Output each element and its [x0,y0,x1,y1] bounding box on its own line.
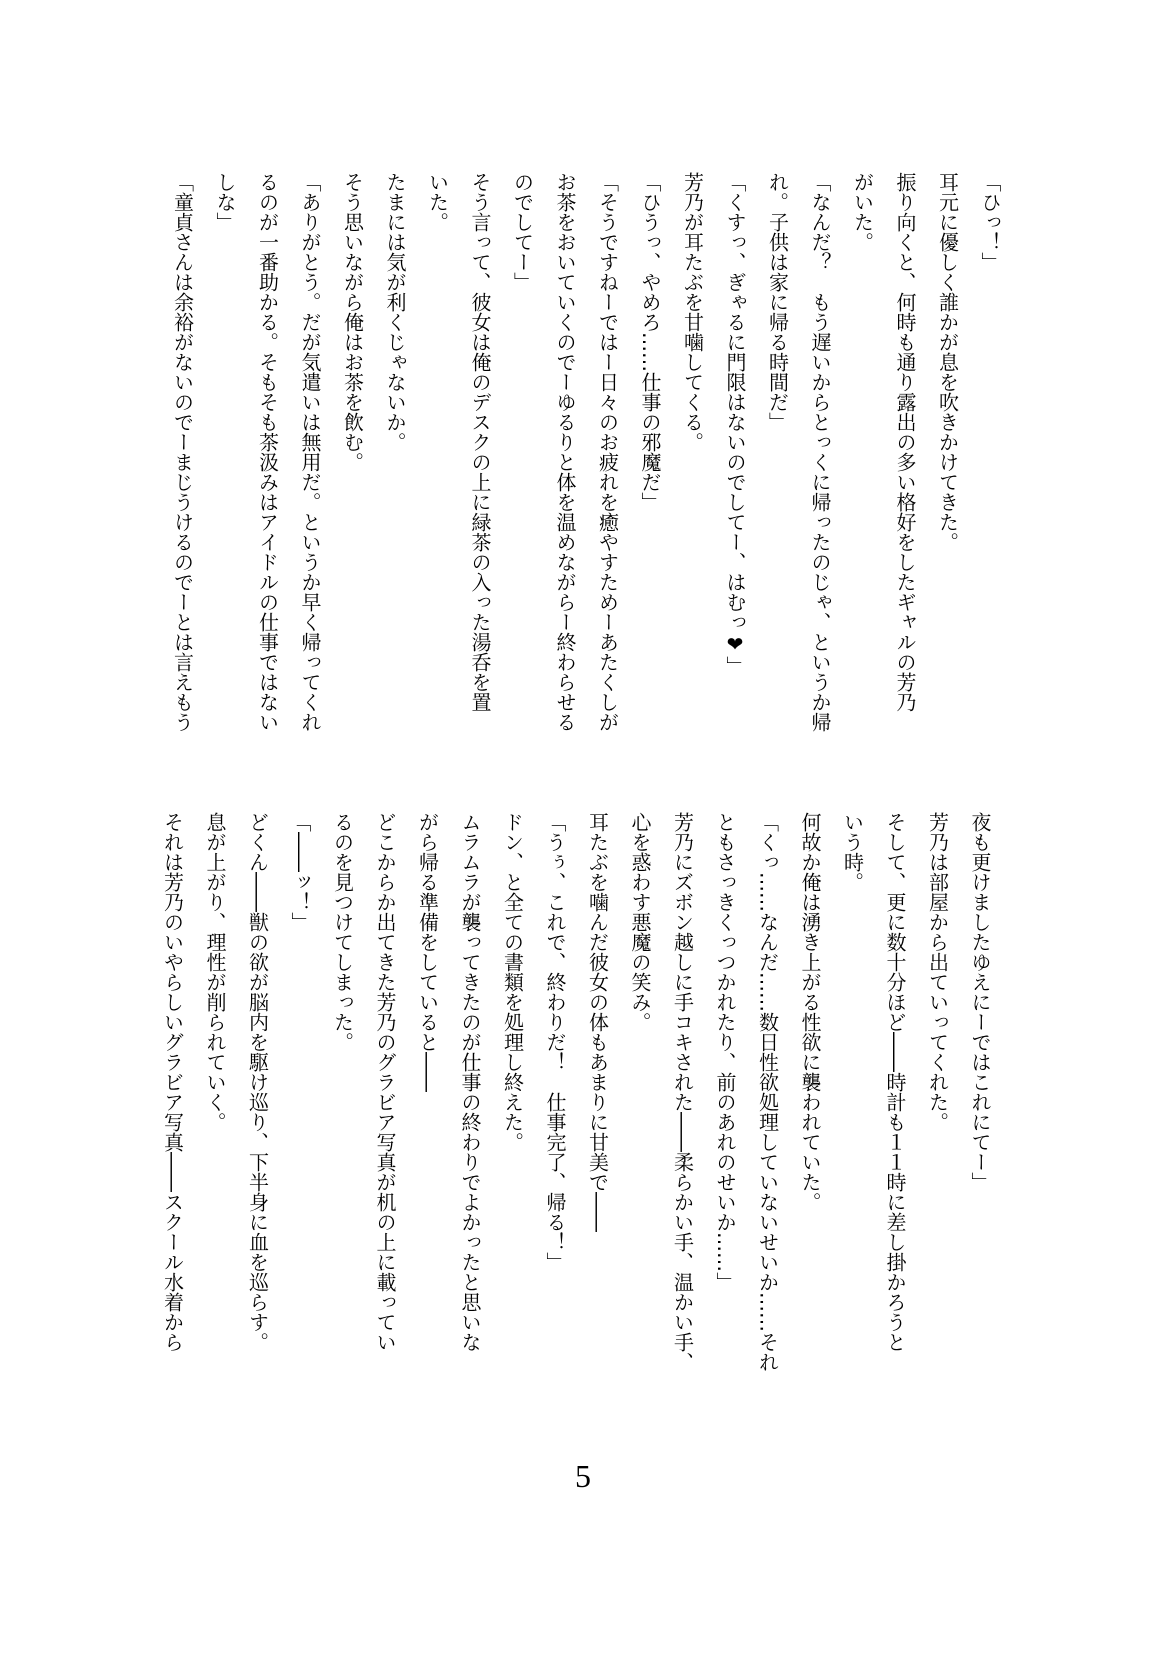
text-column: どこからか出てきた芳乃のグラビア写真が机の上に載ってい [373,812,397,1352]
text-column: 「なんだ？ もう遅いからとっくに帰ったのじゃ、というか帰 [808,172,832,732]
text-column: 「童貞さんは余裕がないのでーまじうけるのでーとは言えもう [170,172,195,732]
text-column: るのを見つけてしまった。 [330,812,355,1052]
text-column: 芳乃にズボン越しに手コキされた――柔らかい手、温かい手、 [670,812,695,1372]
text-column: 「そうですねーではー日々のお疲れを癒やすためーあたくしが [595,172,620,732]
text-column: 「ありがとう。だが気遣いは無用だ。というか早く帰ってくれ [298,172,322,732]
text-column: 「くすっ、ぎゃるに門限はないのでしてー、はむっ❤」 [723,172,747,676]
text-column: れ。子供は家に帰る時間だ」 [765,172,790,432]
text-column: 「ひうっ、やめろ……仕事の邪魔だ」 [638,172,662,512]
text-column: お茶をおいていくのでーゆるりと体を温めながらー終わらせる [553,172,577,732]
text-column: るのが一番助かる。そもそも茶汲みはアイドルの仕事ではない [255,172,280,732]
text-column: 耳たぶを噛んだ彼女の体もあまりに甘美で―― [585,812,610,1232]
text-column: 夜も更けましたゆえにーではこれにてー」 [968,812,992,1192]
text-column: 「ひっ！」 [978,172,1002,272]
text-column: いう時。 [840,812,865,892]
text-column: しな」 [213,172,237,232]
text-column: がいた。 [850,172,875,252]
text-column: 心を惑わす悪魔の笑み。 [628,812,652,1032]
page-number: 5 [575,1458,591,1494]
text-column: ドン、と全ての書類を処理し終えた。 [500,812,525,1152]
text-column: がら帰る準備をしていると―― [415,812,440,1092]
text-column: 「くっ……なんだ……数日性欲処理していないせいか……それ [755,812,780,1372]
text-column: ムラムラが襲ってきたのが仕事の終わりでよかったと思いな [458,812,482,1352]
text-column: ともさっきくっつかれたり、前のあれのせいか……」 [713,812,737,1292]
text-column: それは芳乃のいやらしいグラビア写真――スクール水着から [160,812,185,1352]
text-column: 芳乃が耳たぶを甘噛してくる。 [680,172,705,452]
text-column: 「――ッ！」 [288,812,312,932]
text-block-top [161,172,1011,772]
text-column: 振り向くと、何時も通り露出の多い格好をしたギャルの芳乃 [893,172,917,712]
text-column: どくん――獣の欲が脳内を駆け巡り、下半身に血を巡らす。 [245,812,270,1352]
text-column: 「うぅ、これで、終わりだ！ 仕事完了、帰る！」 [543,812,567,1272]
text-column: のでしてー」 [510,172,535,292]
text-column: いた。 [425,172,450,232]
text-column: 芳乃は部屋から出ていってくれた。 [925,812,950,1132]
text-column: そう言って、彼女は俺のデスクの上に緑茶の入った湯呑を置 [468,172,492,712]
text-column: たまには気が利くじゃないか。 [383,172,407,452]
text-column: そう思いながら俺はお茶を飲む。 [340,172,365,472]
text-block-bottom [151,812,1001,1412]
text-column: 耳元に優しく誰かが息を吹きかけてきた。 [935,172,960,552]
text-column: 息が上がり、理性が削られていく。 [203,812,227,1132]
text-column: そして、更に数十分ほど――時計も１１時に差し掛かろうと [883,812,907,1352]
text-column: 何故か俺は湧き上がる性欲に襲われていた。 [798,812,822,1212]
